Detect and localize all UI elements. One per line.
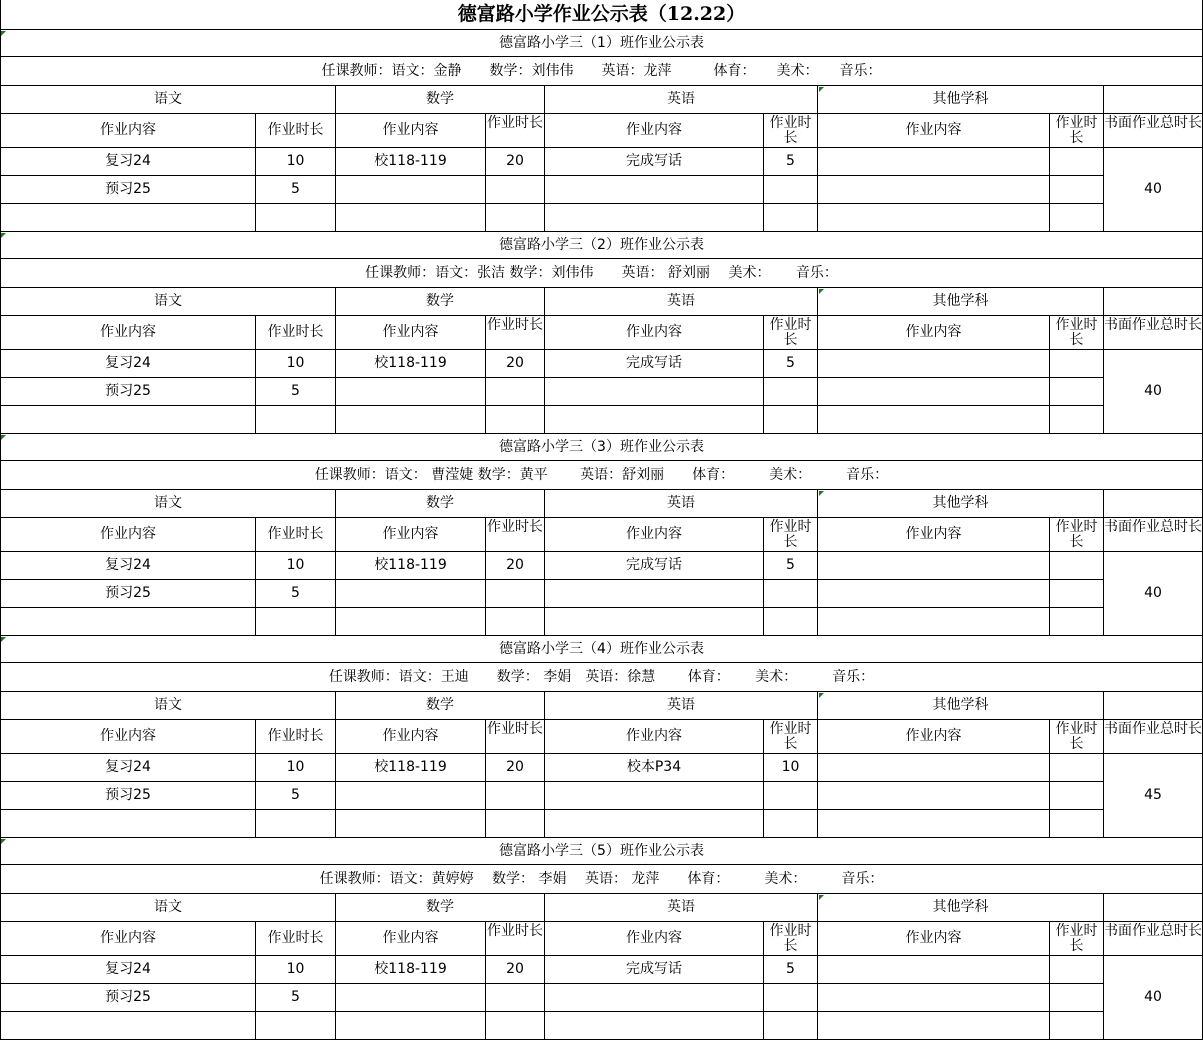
cell-english[interactable]	[545, 406, 764, 434]
duration-header[interactable]: 作业时长	[486, 114, 545, 148]
cell-math[interactable]	[336, 176, 486, 204]
subject-math[interactable]: 数学	[336, 692, 545, 720]
content-header[interactable]: 作业内容	[818, 518, 1050, 552]
duration-header[interactable]: 作业时长	[1050, 114, 1104, 148]
cell-other-duration[interactable]	[1050, 608, 1104, 636]
duration-header[interactable]: 作业时长	[764, 518, 818, 552]
cell-english[interactable]: 完成写话	[545, 148, 764, 176]
cell-chinese[interactable]: 复习24	[0, 552, 256, 580]
total-header[interactable]: 书面作业总时长	[1104, 720, 1203, 754]
cell-other[interactable]	[818, 176, 1050, 204]
subject-other[interactable]: 其他学科	[818, 490, 1104, 518]
cell-other[interactable]	[818, 148, 1050, 176]
cell-math-duration[interactable]	[486, 782, 545, 810]
cell-english-duration[interactable]	[764, 580, 818, 608]
subject-blank[interactable]	[1104, 894, 1203, 922]
comment-marker	[819, 693, 824, 698]
cell-math-duration[interactable]	[486, 204, 545, 232]
content-header[interactable]: 作业内容	[336, 922, 486, 956]
cell-english[interactable]: 完成写话	[545, 350, 764, 378]
cell-math-duration[interactable]	[486, 1012, 545, 1040]
subject-chinese[interactable]: 语文	[0, 288, 336, 316]
cell-chinese-duration[interactable]	[256, 204, 336, 232]
cell-math-duration[interactable]: 20	[486, 754, 545, 782]
cell-other[interactable]	[818, 552, 1050, 580]
cell-chinese[interactable]	[0, 608, 256, 636]
duration-header[interactable]: 作业时长	[486, 720, 545, 754]
cell-english-duration[interactable]: 5	[764, 552, 818, 580]
total-header[interactable]: 书面作业总时长	[1104, 316, 1203, 350]
content-header[interactable]: 作业内容	[336, 316, 486, 350]
class-title[interactable]: 德富路小学三（2）班作业公示表	[0, 232, 1203, 259]
comment-marker	[1, 839, 6, 844]
total-cell[interactable]: 40	[1104, 552, 1203, 636]
subject-chinese[interactable]: 语文	[0, 86, 336, 114]
subject-blank[interactable]	[1104, 288, 1203, 316]
cell-other[interactable]	[818, 1012, 1050, 1040]
cell-english-duration[interactable]	[764, 810, 818, 838]
content-header[interactable]: 作业内容	[336, 114, 486, 148]
cell-math[interactable]: 校118-119	[336, 956, 486, 984]
subject-math[interactable]: 数学	[336, 86, 545, 114]
cell-english-duration[interactable]	[764, 406, 818, 434]
content-header[interactable]: 作业内容	[0, 720, 256, 754]
cell-chinese[interactable]: 复习24	[0, 350, 256, 378]
duration-header[interactable]: 作业时长	[256, 316, 336, 350]
cell-chinese-duration[interactable]: 5	[256, 176, 336, 204]
subject-other[interactable]: 其他学科	[818, 288, 1104, 316]
total-cell[interactable]: 45	[1104, 754, 1203, 838]
total-header[interactable]: 书面作业总时长	[1104, 518, 1203, 552]
cell-math-duration[interactable]: 20	[486, 956, 545, 984]
cell-english-duration[interactable]	[764, 176, 818, 204]
subject-math[interactable]: 数学	[336, 894, 545, 922]
comment-marker	[1, 31, 6, 36]
cell-english[interactable]: 完成写话	[545, 956, 764, 984]
cell-english-duration[interactable]: 5	[764, 350, 818, 378]
cell-other[interactable]	[818, 956, 1050, 984]
cell-other-duration[interactable]	[1050, 580, 1104, 608]
cell-math[interactable]	[336, 782, 486, 810]
cell-math-duration[interactable]: 20	[486, 148, 545, 176]
teachers-row[interactable]: 任课教师：语文：金静 数学：刘伟伟 英语：龙萍 体育： 美术： 音乐：	[0, 57, 1203, 86]
content-header[interactable]: 作业内容	[545, 316, 764, 350]
duration-header[interactable]: 作业时长	[1050, 518, 1104, 552]
cell-math-duration[interactable]: 20	[486, 552, 545, 580]
cell-math[interactable]: 校118-119	[336, 552, 486, 580]
subject-english[interactable]: 英语	[545, 894, 818, 922]
duration-header[interactable]: 作业时长	[256, 518, 336, 552]
cell-chinese-duration[interactable]: 10	[256, 754, 336, 782]
cell-other-duration[interactable]	[1050, 378, 1104, 406]
cell-english-duration[interactable]	[764, 782, 818, 810]
cell-other-duration[interactable]	[1050, 176, 1104, 204]
duration-header[interactable]: 作业时长	[1050, 922, 1104, 956]
subject-english[interactable]: 英语	[545, 288, 818, 316]
cell-english-duration[interactable]	[764, 984, 818, 1012]
cell-other[interactable]	[818, 350, 1050, 378]
cell-english-duration[interactable]: 5	[764, 148, 818, 176]
subject-english[interactable]: 英语	[545, 490, 818, 518]
content-header[interactable]: 作业内容	[818, 316, 1050, 350]
cell-math-duration[interactable]	[486, 406, 545, 434]
cell-math[interactable]	[336, 1012, 486, 1040]
cell-chinese[interactable]: 预习25	[0, 782, 256, 810]
cell-other-duration[interactable]	[1050, 984, 1104, 1012]
teachers-row[interactable]: 任课教师：语文：张洁 数学：刘伟伟 英语： 舒刘丽 美术： 音乐：	[0, 259, 1203, 288]
cell-math-duration[interactable]	[486, 176, 545, 204]
cell-chinese-duration[interactable]	[256, 406, 336, 434]
comment-marker	[819, 87, 824, 92]
content-header[interactable]: 作业内容	[0, 316, 256, 350]
duration-header[interactable]: 作业时长	[764, 720, 818, 754]
total-cell[interactable]: 40	[1104, 350, 1203, 434]
cell-other-duration[interactable]	[1050, 754, 1104, 782]
content-header[interactable]: 作业内容	[336, 720, 486, 754]
duration-header[interactable]: 作业时长	[764, 922, 818, 956]
cell-math-duration[interactable]	[486, 608, 545, 636]
cell-chinese-duration[interactable]: 5	[256, 378, 336, 406]
comment-marker	[819, 895, 824, 900]
cell-chinese[interactable]: 预习25	[0, 984, 256, 1012]
subject-other[interactable]: 其他学科	[818, 894, 1104, 922]
class-title[interactable]: 德富路小学三（4）班作业公示表	[0, 636, 1203, 663]
cell-english[interactable]	[545, 782, 764, 810]
cell-english[interactable]	[545, 176, 764, 204]
cell-chinese[interactable]: 预习25	[0, 176, 256, 204]
subject-blank[interactable]	[1104, 86, 1203, 114]
subject-chinese[interactable]: 语文	[0, 692, 336, 720]
subject-chinese[interactable]: 语文	[0, 490, 336, 518]
subject-math[interactable]: 数学	[336, 490, 545, 518]
cell-chinese-duration[interactable]	[256, 810, 336, 838]
total-cell[interactable]: 40	[1104, 148, 1203, 232]
comment-marker	[1, 435, 6, 440]
comment-marker	[1, 233, 6, 238]
cell-other-duration[interactable]	[1050, 204, 1104, 232]
cell-math[interactable]	[336, 810, 486, 838]
cell-math[interactable]	[336, 580, 486, 608]
cell-english[interactable]	[545, 608, 764, 636]
content-header[interactable]: 作业内容	[818, 922, 1050, 956]
subject-other[interactable]: 其他学科	[818, 86, 1104, 114]
total-cell[interactable]: 40	[1104, 956, 1203, 1040]
cell-english[interactable]	[545, 810, 764, 838]
content-header[interactable]: 作业内容	[545, 114, 764, 148]
content-header[interactable]: 作业内容	[545, 518, 764, 552]
cell-chinese-duration[interactable]	[256, 608, 336, 636]
cell-chinese[interactable]: 预习25	[0, 378, 256, 406]
cell-chinese[interactable]: 复习24	[0, 148, 256, 176]
content-header[interactable]: 作业内容	[818, 114, 1050, 148]
cell-other-duration[interactable]	[1050, 406, 1104, 434]
cell-english[interactable]	[545, 204, 764, 232]
subject-blank[interactable]	[1104, 692, 1203, 720]
cell-chinese[interactable]: 复习24	[0, 956, 256, 984]
cell-other-duration[interactable]	[1050, 956, 1104, 984]
cell-english[interactable]: 完成写话	[545, 552, 764, 580]
class-title[interactable]: 德富路小学三（5）班作业公示表	[0, 838, 1203, 865]
cell-english[interactable]	[545, 984, 764, 1012]
cell-chinese[interactable]: 预习25	[0, 580, 256, 608]
cell-english-duration[interactable]: 10	[764, 754, 818, 782]
cell-chinese-duration[interactable]: 10	[256, 148, 336, 176]
cell-math-duration[interactable]	[486, 580, 545, 608]
total-header[interactable]: 书面作业总时长	[1104, 922, 1203, 956]
cell-chinese-duration[interactable]: 10	[256, 956, 336, 984]
teachers-row[interactable]: 任课教师：语文： 曹滢婕 数学：黄平 英语：舒刘丽 体育： 美术： 音乐：	[0, 461, 1203, 490]
cell-math[interactable]: 校118-119	[336, 754, 486, 782]
cell-english-duration[interactable]	[764, 1012, 818, 1040]
duration-header[interactable]: 作业时长	[486, 518, 545, 552]
duration-header[interactable]: 作业时长	[256, 720, 336, 754]
cell-other-duration[interactable]	[1050, 148, 1104, 176]
cell-math-duration[interactable]	[486, 810, 545, 838]
content-header[interactable]: 作业内容	[545, 720, 764, 754]
cell-other-duration[interactable]	[1050, 782, 1104, 810]
cell-math[interactable]: 校118-119	[336, 350, 486, 378]
subject-english[interactable]: 英语	[545, 692, 818, 720]
content-header[interactable]: 作业内容	[0, 114, 256, 148]
cell-math[interactable]: 校118-119	[336, 148, 486, 176]
cell-chinese-duration[interactable]: 5	[256, 782, 336, 810]
cell-english[interactable]	[545, 378, 764, 406]
cell-chinese[interactable]	[0, 810, 256, 838]
cell-math-duration[interactable]: 20	[486, 350, 545, 378]
cell-other[interactable]	[818, 810, 1050, 838]
subject-blank[interactable]	[1104, 490, 1203, 518]
cell-math[interactable]	[336, 984, 486, 1012]
duration-header[interactable]: 作业时长	[764, 316, 818, 350]
duration-header[interactable]: 作业时长	[1050, 316, 1104, 350]
comment-marker	[1, 637, 6, 642]
cell-english[interactable]	[545, 580, 764, 608]
duration-header[interactable]: 作业时长	[764, 114, 818, 148]
cell-english-duration[interactable]	[764, 204, 818, 232]
cell-other[interactable]	[818, 782, 1050, 810]
subject-math[interactable]: 数学	[336, 288, 545, 316]
duration-header[interactable]: 作业时长	[1050, 720, 1104, 754]
cell-other[interactable]	[818, 378, 1050, 406]
cell-math[interactable]	[336, 204, 486, 232]
cell-english-duration[interactable]	[764, 378, 818, 406]
cell-other[interactable]	[818, 580, 1050, 608]
cell-math-duration[interactable]	[486, 984, 545, 1012]
duration-header[interactable]: 作业时长	[256, 922, 336, 956]
subject-other[interactable]: 其他学科	[818, 692, 1104, 720]
cell-chinese-duration[interactable]: 10	[256, 350, 336, 378]
content-header[interactable]: 作业内容	[0, 922, 256, 956]
content-header[interactable]: 作业内容	[545, 922, 764, 956]
cell-math[interactable]	[336, 406, 486, 434]
class-title[interactable]: 德富路小学三（1）班作业公示表	[0, 30, 1203, 57]
sheet-title[interactable]: 德富路小学作业公示表（12.22）	[0, 0, 1203, 30]
cell-math[interactable]	[336, 608, 486, 636]
content-header[interactable]: 作业内容	[0, 518, 256, 552]
comment-marker	[819, 491, 824, 496]
teachers-row[interactable]: 任课教师：语文：王迪 数学： 李娟 英语：徐慧 体育： 美术： 音乐：	[0, 663, 1203, 692]
comment-marker	[819, 289, 824, 294]
class-title[interactable]: 德富路小学三（3）班作业公示表	[0, 434, 1203, 461]
content-header[interactable]: 作业内容	[818, 720, 1050, 754]
content-header[interactable]: 作业内容	[336, 518, 486, 552]
cell-other[interactable]	[818, 754, 1050, 782]
cell-english-duration[interactable]: 5	[764, 956, 818, 984]
duration-header[interactable]: 作业时长	[256, 114, 336, 148]
cell-other-duration[interactable]	[1050, 1012, 1104, 1040]
cell-other-duration[interactable]	[1050, 552, 1104, 580]
cell-chinese-duration[interactable]: 5	[256, 984, 336, 1012]
cell-chinese[interactable]	[0, 1012, 256, 1040]
cell-other-duration[interactable]	[1050, 810, 1104, 838]
cell-chinese-duration[interactable]: 5	[256, 580, 336, 608]
cell-math[interactable]	[336, 378, 486, 406]
cell-chinese[interactable]	[0, 406, 256, 434]
cell-english[interactable]: 校本P34	[545, 754, 764, 782]
cell-other-duration[interactable]	[1050, 350, 1104, 378]
cell-chinese-duration[interactable]	[256, 1012, 336, 1040]
subject-chinese[interactable]: 语文	[0, 894, 336, 922]
cell-other[interactable]	[818, 406, 1050, 434]
teachers-row[interactable]: 任课教师：语文：黄婷婷 数学： 李娟 英语： 龙萍 体育： 美术： 音乐：	[0, 865, 1203, 894]
cell-other[interactable]	[818, 204, 1050, 232]
cell-english-duration[interactable]	[764, 608, 818, 636]
duration-header[interactable]: 作业时长	[486, 922, 545, 956]
subject-english[interactable]: 英语	[545, 86, 818, 114]
cell-chinese[interactable]	[0, 204, 256, 232]
cell-english[interactable]	[545, 1012, 764, 1040]
cell-other[interactable]	[818, 608, 1050, 636]
total-header[interactable]: 书面作业总时长	[1104, 114, 1203, 148]
cell-math-duration[interactable]	[486, 378, 545, 406]
duration-header[interactable]: 作业时长	[486, 316, 545, 350]
cell-chinese[interactable]: 复习24	[0, 754, 256, 782]
cell-other[interactable]	[818, 984, 1050, 1012]
cell-chinese-duration[interactable]: 10	[256, 552, 336, 580]
